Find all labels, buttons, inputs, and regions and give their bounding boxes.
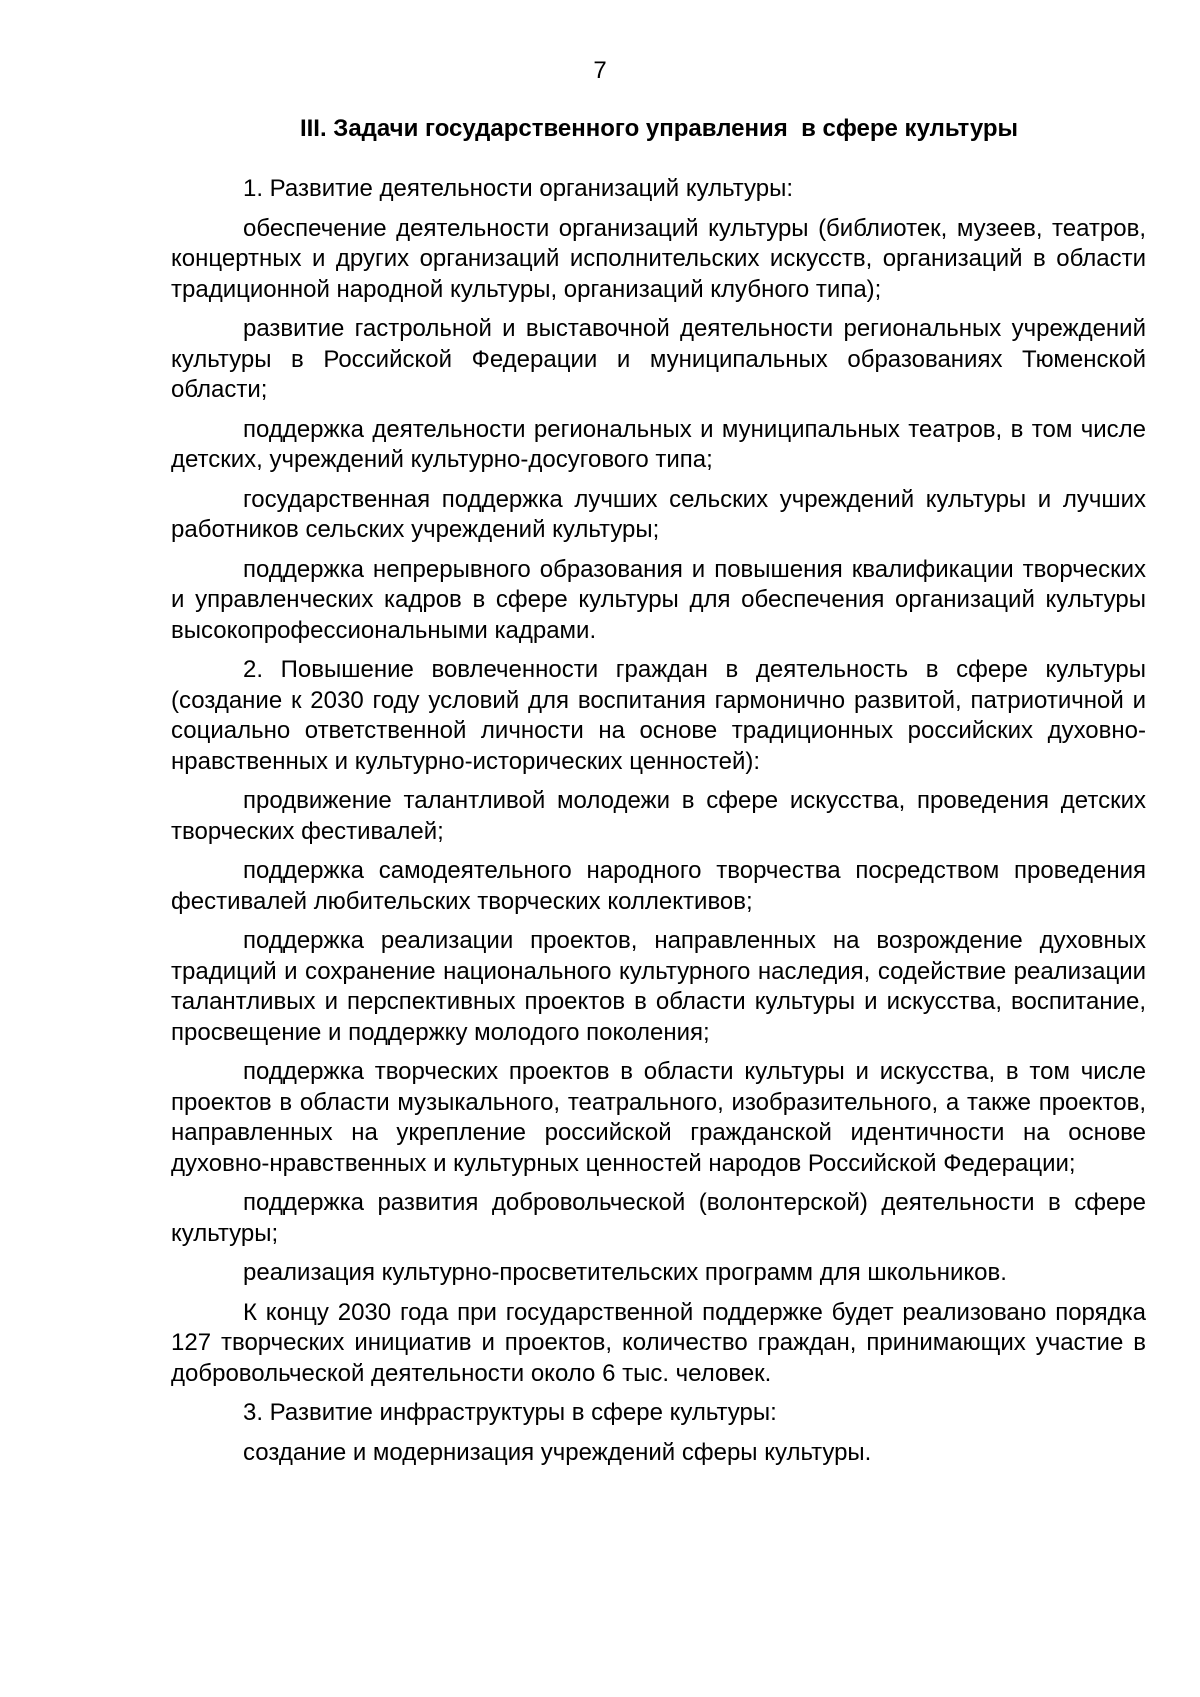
paragraph: поддержка деятельности региональных и муниципальных театров, в том числе детских, учреждений культурно-досугового типа; (171, 415, 1146, 473)
paragraph-tasks-heading-1: 1. Развитие деятельности организаций культуры: (243, 175, 793, 202)
paragraph: создание и модернизация учреждений сферы культуры. (243, 1438, 872, 1466)
paragraph: поддержка непрерывного образования и повышения квалификации творческих и управленческих кадров в сфере культуры для обеспечения организаций культуры высокопрофессиональными кадрами. (171, 555, 1146, 644)
paragraph: поддержка развития добровольческой (волонтерской) деятельности в сфере культуры; (171, 1189, 1146, 1247)
paragraph: поддержка реализации проектов, направленных на возрождение духовных традиций и сохранение национального культурного наследия, содействие реализации талантливых и перспективных проектов в области культуры и искусства, воспитание, просвещение и поддержку молодого поколения; (171, 927, 1146, 1046)
paragraph: поддержка творческих проектов в области культуры и искусства, в том числе проектов в области музыкального, театрального, изобразительного, а также проектов, направленных на укрепление российской гражданской идентичности на основе духовно-нравственных и культурных ценностей народов Российской Федерации; (171, 1058, 1146, 1177)
paragraph-tasks-heading-2: 2. Повышение вовлеченности граждан в деятельность в сфере культуры (создание к 2030 году условий для воспитания гармонично развитой, патриотичной и социально ответственной личности на основе традиционных российских духовно-нравственных и культурно-исторических ценностей): (171, 656, 1146, 775)
paragraph: продвижение талантливой молодежи в сфере искусства, проведения детских творческих фестивалей; (171, 787, 1146, 845)
document-body (171, 174, 1146, 1477)
paragraph-tasks-heading-3: 3. Развитие инфраструктуры в сфере культуры: (243, 1399, 777, 1426)
page-number: 7 (593, 57, 607, 84)
paragraph: развитие гастрольной и выставочной деятельности региональных учреждений культуры в Российской Федерации и муниципальных образованиях Тюменской области; (171, 315, 1146, 403)
section-title: III. Задачи государственного управления в сфере культуры (299, 115, 1019, 142)
paragraph: государственная поддержка лучших сельских учреждений культуры и лучших работников сельских учреждений культуры; (171, 485, 1146, 543)
paragraph-targets: К концу 2030 года при государственной поддержке будет реализовано порядка 127 творческих инициатив и проектов, количество граждан, принимающих участие в добровольческой деятельности около 6 тыс. человек. (171, 1298, 1146, 1387)
paragraph: обеспечение деятельности организаций культуры (библиотек, музеев, театров, концертных и других организаций исполнительских искусств, организаций в области традиционной народной культуры, организаций клубного типа); (171, 214, 1146, 303)
paragraph: реализация культурно-просветительских программ для школьников. (243, 1259, 1007, 1286)
paragraph: поддержка самодеятельного народного творчества посредством проведения фестивалей любительских творческих коллективов; (171, 857, 1146, 915)
